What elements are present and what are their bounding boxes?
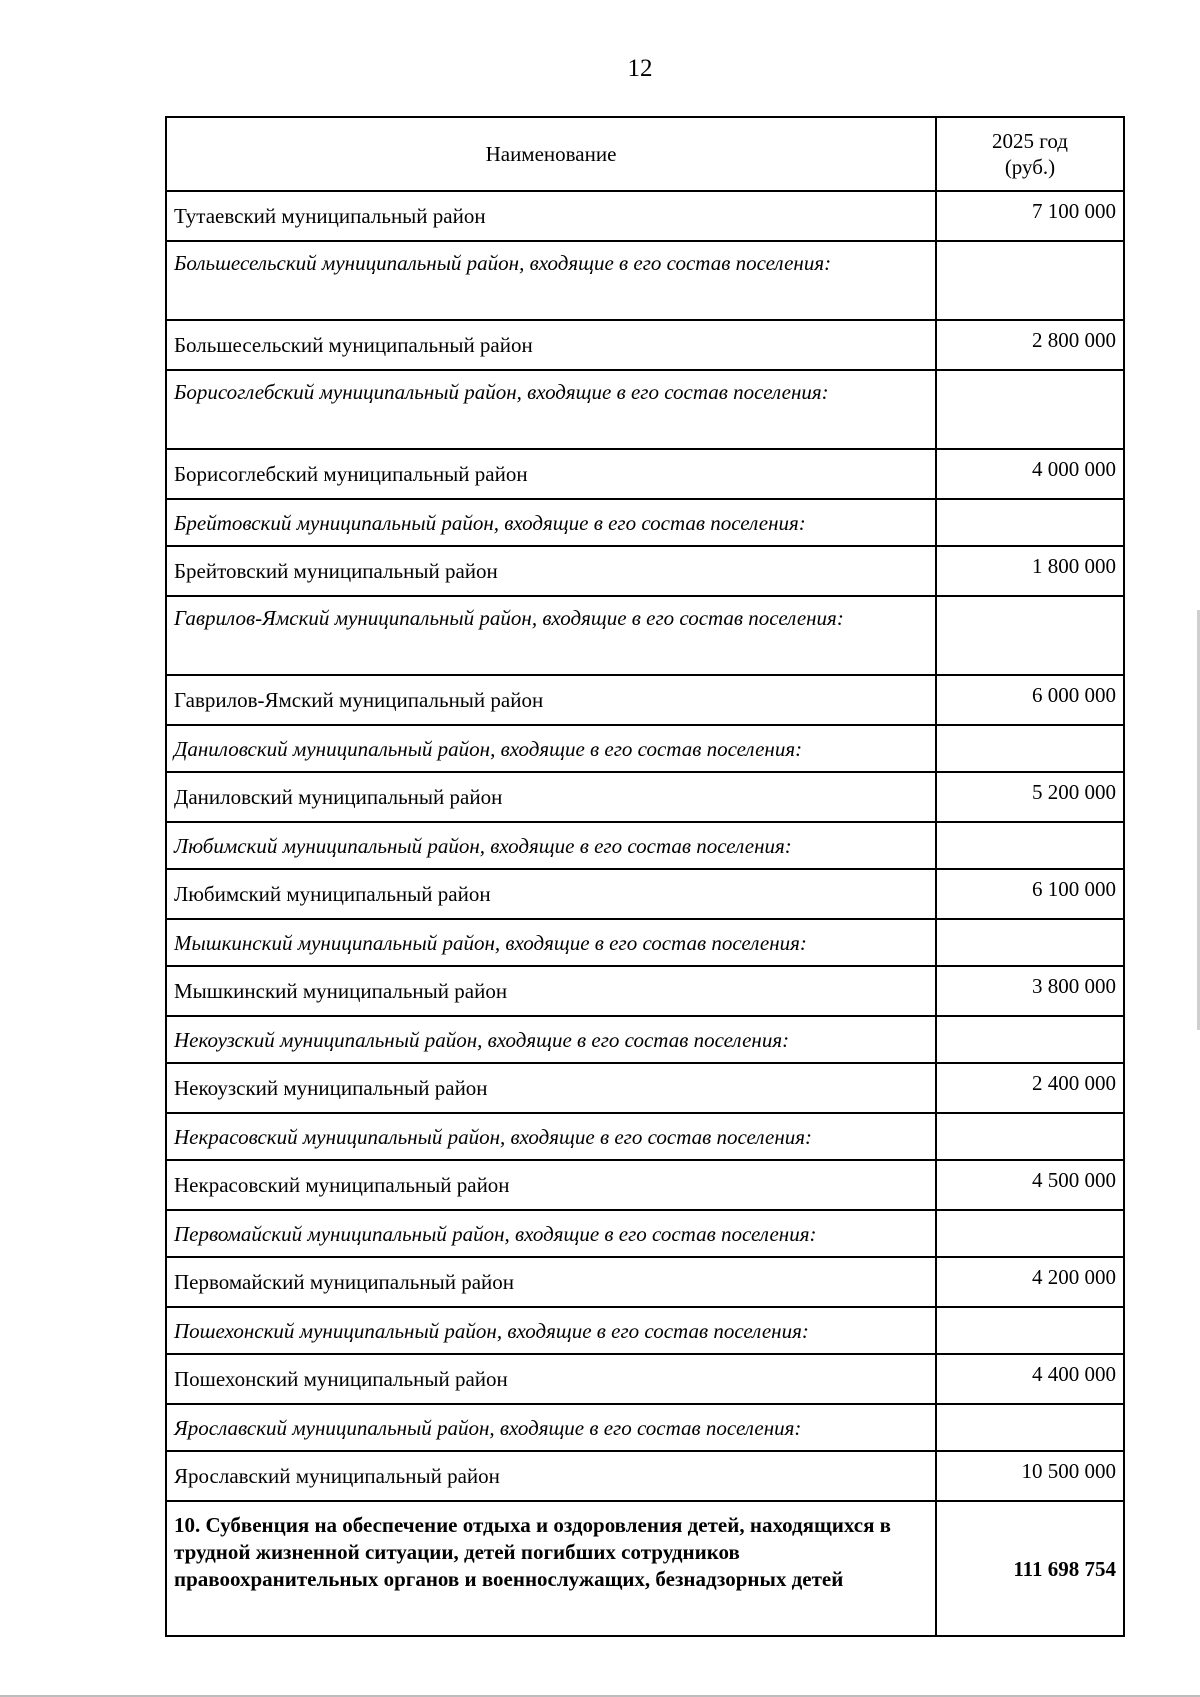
table-row — [166, 1307, 1124, 1354]
row-value: 4 000 000 — [936, 449, 1124, 499]
row-group-header: Большесельский муниципальный район, входящие в его состав поселения: — [166, 241, 936, 320]
table-row — [166, 320, 1124, 370]
table-row — [166, 772, 1124, 822]
row-group-header: Любимский муниципальный район, входящие в его состав поселения: — [166, 822, 936, 869]
row-name: Мышкинский муниципальный район — [166, 966, 936, 1016]
row-value — [936, 499, 1124, 546]
row-name: Любимский муниципальный район — [166, 869, 936, 919]
table-row — [166, 1451, 1124, 1501]
row-value: 5 200 000 — [936, 772, 1124, 822]
row-group-header: Некоузский муниципальный район, входящие в его состав поселения: — [166, 1016, 936, 1063]
row-name: Борисоглебский муниципальный район — [166, 449, 936, 499]
header-year-label: 2025 год — [992, 129, 1068, 153]
row-value: 4 400 000 — [936, 1354, 1124, 1404]
table-row — [166, 191, 1124, 241]
table-header-row — [166, 117, 1124, 191]
row-value: 10 500 000 — [936, 1451, 1124, 1501]
table-row — [166, 675, 1124, 725]
row-group-header: Первомайский муниципальный район, входящие в его состав поселения: — [166, 1210, 936, 1257]
table-row — [166, 1016, 1124, 1063]
table-total-row — [166, 1501, 1124, 1636]
row-value: 1 800 000 — [936, 546, 1124, 596]
row-group-header: Брейтовский муниципальный район, входящие в его состав поселения: — [166, 499, 936, 546]
row-value — [936, 725, 1124, 772]
row-value — [936, 1307, 1124, 1354]
row-value — [936, 1016, 1124, 1063]
row-value: 7 100 000 — [936, 191, 1124, 241]
header-year-unit: (руб.) — [1004, 155, 1056, 179]
row-name: Первомайский муниципальный район — [166, 1257, 936, 1307]
table-row — [166, 1210, 1124, 1257]
row-group-header: Мышкинский муниципальный район, входящие в его состав поселения: — [166, 919, 936, 966]
total-value: 111 698 754 — [936, 1501, 1124, 1636]
total-name: 10. Субвенция на обеспечение отдыха и оздоровления детей, находящихся в трудной жизненной ситуации, детей погибших сотрудников правоохранительных органов и военнослужащих, безнадзорных детей — [166, 1501, 936, 1636]
table-row — [166, 869, 1124, 919]
row-value — [936, 1113, 1124, 1160]
table-row — [166, 1063, 1124, 1113]
row-value — [936, 919, 1124, 966]
row-value — [936, 241, 1124, 320]
row-group-header: Борисоглебский муниципальный район, входящие в его состав поселения: — [166, 370, 936, 449]
table-row — [166, 919, 1124, 966]
row-group-header: Ярославский муниципальный район, входящие в его состав поселения: — [166, 1404, 936, 1451]
table-body — [166, 191, 1124, 1636]
row-value — [936, 1404, 1124, 1451]
table-row — [166, 966, 1124, 1016]
row-group-header: Некрасовский муниципальный район, входящие в его состав поселения: — [166, 1113, 936, 1160]
table-row — [166, 1257, 1124, 1307]
row-name: Пошехонский муниципальный район — [166, 1354, 936, 1404]
table-row — [166, 1160, 1124, 1210]
table-row — [166, 1113, 1124, 1160]
row-value: 4 200 000 — [936, 1257, 1124, 1307]
table-row — [166, 546, 1124, 596]
row-name: Брейтовский муниципальный район — [166, 546, 936, 596]
row-value: 2 800 000 — [936, 320, 1124, 370]
row-name: Некрасовский муниципальный район — [166, 1160, 936, 1210]
row-value — [936, 1210, 1124, 1257]
table-row — [166, 1354, 1124, 1404]
row-group-header: Гаврилов-Ямский муниципальный район, входящие в его состав поселения: — [166, 596, 936, 675]
row-value: 6 000 000 — [936, 675, 1124, 725]
allocation-table — [165, 116, 1125, 1637]
page-number: 12 — [627, 55, 653, 82]
table-row — [166, 241, 1124, 320]
row-value — [936, 596, 1124, 675]
table-row — [166, 1404, 1124, 1451]
row-group-header: Пошехонский муниципальный район, входящие в его состав поселения: — [166, 1307, 936, 1354]
row-name: Гаврилов-Ямский муниципальный район — [166, 675, 936, 725]
table-row — [166, 370, 1124, 449]
table-row — [166, 499, 1124, 546]
row-value — [936, 822, 1124, 869]
row-name: Ярославский муниципальный район — [166, 1451, 936, 1501]
table-row — [166, 596, 1124, 675]
row-value — [936, 370, 1124, 449]
row-name: Даниловский муниципальный район — [166, 772, 936, 822]
row-name: Большесельский муниципальный район — [166, 320, 936, 370]
row-value: 2 400 000 — [936, 1063, 1124, 1113]
header-year — [936, 117, 1124, 191]
row-group-header: Даниловский муниципальный район, входящие в его состав поселения: — [166, 725, 936, 772]
table-row — [166, 725, 1124, 772]
row-value: 4 500 000 — [936, 1160, 1124, 1210]
row-name: Тутаевский муниципальный район — [166, 191, 936, 241]
row-value: 6 100 000 — [936, 869, 1124, 919]
table-row — [166, 822, 1124, 869]
header-name: Наименование — [166, 117, 936, 191]
row-name: Некоузский муниципальный район — [166, 1063, 936, 1113]
table-row — [166, 449, 1124, 499]
row-value: 3 800 000 — [936, 966, 1124, 1016]
